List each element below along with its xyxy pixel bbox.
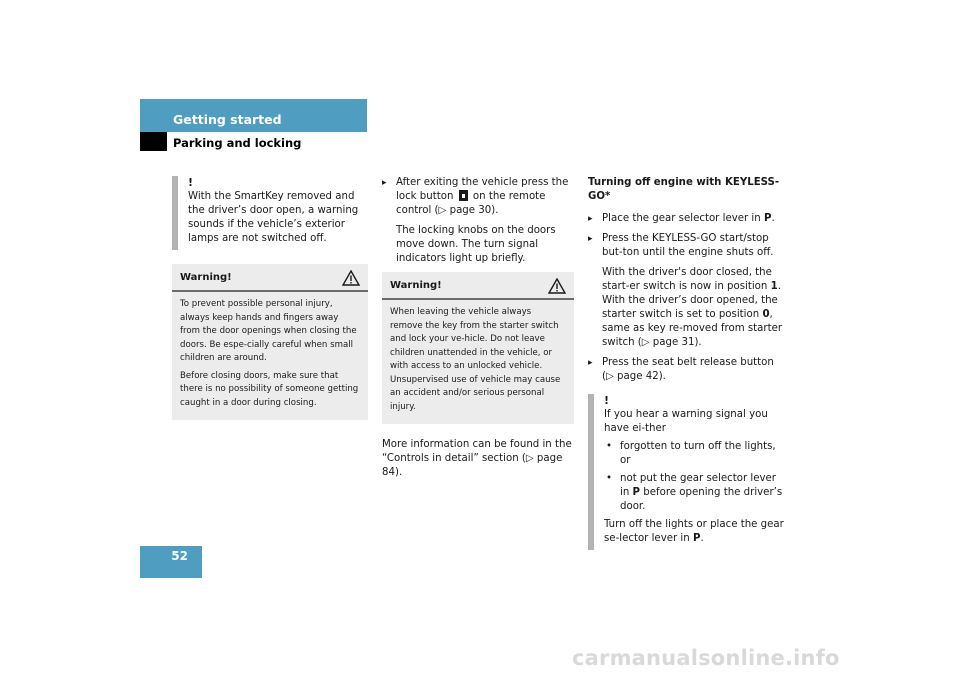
switch-position: 0	[762, 309, 770, 320]
instruction-step	[588, 232, 786, 260]
step-text: . With the driver’s door opened, the starter switch is set to position	[602, 281, 781, 320]
step-arrow-icon: ▸	[588, 234, 593, 244]
warning-body	[382, 300, 574, 424]
column-2	[382, 176, 574, 480]
switch-position: 1	[770, 281, 778, 292]
section-title: Getting started	[173, 112, 282, 127]
note-mark: !	[604, 394, 610, 407]
step-arrow-icon: ▸	[588, 358, 593, 368]
instruction-step: ▸ Place the gear selector lever in P.	[588, 213, 775, 224]
step-arrow-icon: ▸	[588, 214, 593, 224]
note-text: Turn off the lights or place the gear se-lector lever in	[604, 519, 784, 544]
warning-label: Warning!	[390, 280, 442, 291]
step-text: With the driver's door closed, the start-er switch is now in position	[602, 267, 772, 292]
bullet-icon: •	[606, 473, 613, 484]
list-item-text: before opening the driver’s door.	[620, 487, 783, 512]
note-mark: !	[188, 176, 194, 189]
gear-position: P	[692, 533, 701, 544]
step-result	[588, 266, 786, 350]
step-arrow-icon: ▸	[382, 178, 387, 188]
note-box	[172, 176, 368, 250]
instruction-step	[382, 176, 574, 218]
subsection-title: Turning off engine with KEYLESS-GO*	[588, 177, 780, 202]
warning-body	[172, 292, 368, 420]
section-subtitle: Parking and locking	[173, 136, 302, 150]
note-box	[588, 394, 786, 550]
list-item	[604, 440, 786, 468]
step-text: , same as key re-moved from starter switch (▷ page 31).	[602, 309, 783, 348]
step-text: After exiting the vehicle press the lock button	[396, 177, 569, 202]
warning-label: Warning!	[180, 272, 232, 283]
gear-position: P	[763, 213, 772, 224]
header-marker	[140, 132, 167, 151]
step-text: Press the KEYLESS-GO start/stop but-ton until the engine shuts off.	[602, 233, 774, 258]
warning-triangle-icon	[342, 270, 360, 286]
step-text: Place the gear selector lever in	[602, 213, 761, 224]
note-text: Turn off the lights or place the gear se-lector lever in P.	[604, 519, 784, 544]
warning-box	[382, 272, 574, 424]
warning-header	[172, 264, 368, 292]
warning-paragraph: When leaving the vehicle always remove the key from the starter switch and lock your ve-hicle. Do not leave children unattended in the vehicle, or with access to an unlocked vehicle. Unsupervised use of vehicle may cause an accident and/or serious personal injury.	[390, 307, 561, 412]
watermark: carmanualsonline.info	[572, 646, 840, 670]
gear-position: P	[632, 487, 641, 498]
list-item-text: not put the gear selector lever in	[620, 473, 776, 498]
bullet-icon: •	[606, 441, 613, 452]
step-text: Press the seat belt release button (▷ page 42).	[602, 357, 774, 382]
warning-paragraph: To prevent possible personal injury, always keep hands and fingers away from the door openings when closing the doors. Be espe-cially careful when small children are around.	[180, 299, 357, 363]
note-text: If you hear a warning signal you have ei-ther	[604, 409, 768, 434]
instruction-step	[588, 356, 786, 384]
warning-box	[172, 264, 368, 420]
lock-button-icon	[459, 190, 468, 201]
column-3	[588, 176, 786, 564]
more-info-text: More information can be found in the “Controls in detail” section (▷ page 84).	[382, 439, 572, 478]
warning-triangle-icon	[548, 278, 566, 294]
step-result: The locking knobs on the doors move down. The turn signal indicators light up briefly.	[396, 225, 556, 264]
column-1	[172, 176, 368, 420]
page-number: 52	[171, 549, 188, 563]
warning-paragraph: Before closing doors, make sure that there is no possibility of someone getting caught in a door during closing.	[180, 370, 359, 408]
list-item-text: forgotten to turn off the lights, or	[620, 441, 776, 466]
step-text: on the remote control (▷ page 30).	[396, 191, 546, 216]
warning-header	[382, 272, 574, 300]
list-item	[604, 472, 786, 514]
note-text: With the SmartKey removed and the driver’s door open, a warning sounds if the vehicle’s exterior lamps are not switched off.	[188, 191, 359, 244]
